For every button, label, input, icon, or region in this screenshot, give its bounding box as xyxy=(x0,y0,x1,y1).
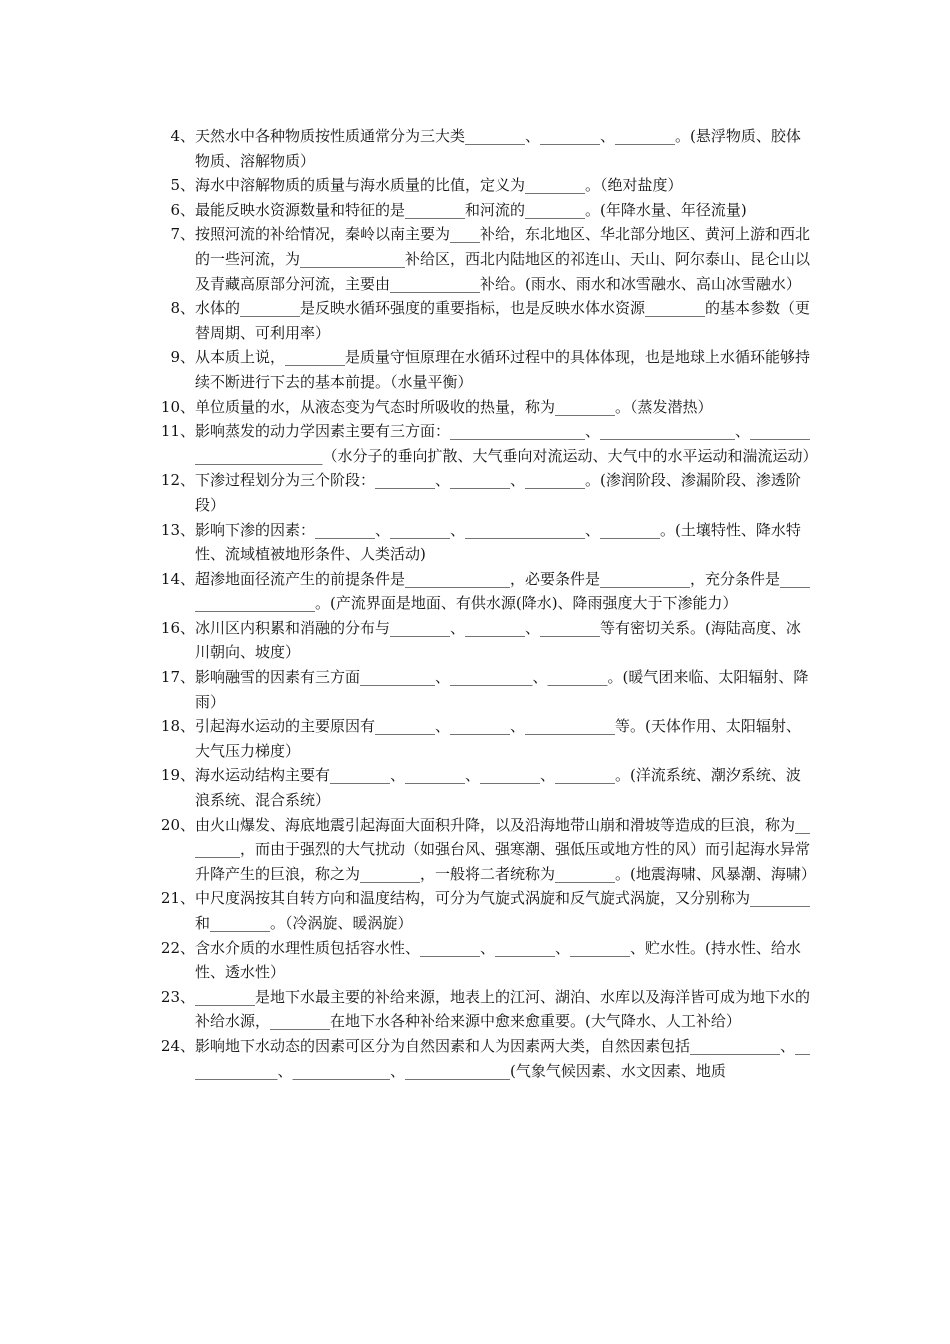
question-text: 中尺度涡按其自转方向和温度结构，可分为气旋式涡旋和反气旋式涡旋，又分别称为________和________。（冷涡旋、暖涡旋） xyxy=(195,889,811,932)
question-item-22 xyxy=(0,936,950,985)
question-text: 从本质上说，________是质量守恒原理在水循环过程中的具体体现，也是地球上水循环能够持续不断进行下去的基本前提。（水量平衡） xyxy=(195,348,811,391)
question-text: 海水中溶解物质的质量与海水质量的比值，定义为________。（绝对盐度） xyxy=(195,176,683,195)
question-text: 影响融雪的因素有三方面__________、___________、________。(暖气团来临、太阳辐射、降雨） xyxy=(195,668,809,711)
question-number: 10、 xyxy=(160,397,195,416)
question-item-11 xyxy=(0,419,950,468)
question-number: 8、 xyxy=(170,299,195,318)
question-text: 含水介质的水理性质包括容水性、________、________、________、贮水性。(持水性、给水性、透水性） xyxy=(195,938,801,982)
question-number: 17、 xyxy=(160,668,195,687)
question-number: 5、 xyxy=(170,176,195,195)
question-item-8 xyxy=(0,296,950,345)
question-item-10 xyxy=(0,395,950,420)
question-number: 22、 xyxy=(160,938,195,957)
question-item-13 xyxy=(0,518,950,567)
question-item-20 xyxy=(0,813,950,887)
question-item-18 xyxy=(0,714,950,763)
question-text: 影响地下水动态的因素可区分为自然因素和人为因素两大类，自然因素包括____________、_____________、_____________、______________(气象气候因素、水文因素、地质 xyxy=(195,1036,811,1080)
question-text: ________是地下水最主要的补给来源，地表上的江河、湖泊、水库以及海洋皆可成为地下水的补给水源，________在地下水各种补给来源中愈来愈重要。(大气降水、人工补给） xyxy=(195,987,811,1031)
question-number: 18、 xyxy=(160,717,195,736)
question-text: 影响蒸发的动力学因素主要有三方面：__________________、__________________、_________________________（水分子的垂向扩散、大气垂向对流运动、大气中的水平运动和湍流运动） xyxy=(195,422,818,465)
question-item-9 xyxy=(0,345,950,394)
question-number: 6、 xyxy=(170,200,195,219)
question-number: 16、 xyxy=(160,618,195,637)
question-text: 水体的________是反映水循环强度的重要指标，也是反映水体水资源________的基本参数（更替周期、可利用率） xyxy=(195,299,811,342)
question-number: 23、 xyxy=(160,987,195,1006)
question-number: 19、 xyxy=(160,766,195,785)
question-item-12 xyxy=(0,468,950,517)
question-item-4 xyxy=(0,124,950,173)
question-text: 引起海水运动的主要原因有________、________、____________等。(天体作用、太阳辐射、大气压力梯度） xyxy=(195,717,801,760)
question-text: 超渗地面径流产生的前提条件是______________，必要条件是____________，充分条件是____________________。(产流界面是地面、有供水源(降水)、降雨强度大于下渗能力） xyxy=(195,569,811,613)
question-number: 11、 xyxy=(160,422,195,441)
question-item-23 xyxy=(0,985,950,1034)
question-number: 13、 xyxy=(160,520,195,539)
question-text: 下渗过程划分为三个阶段：________、________、________。(渗润阶段、渗漏阶段、渗透阶段） xyxy=(195,471,801,514)
question-text: 冰川区内积累和消融的分布与________、________、________等有密切关系。(海陆高度、冰川朝向、坡度） xyxy=(195,618,801,662)
question-item-7 xyxy=(0,222,950,296)
question-item-17 xyxy=(0,665,950,714)
question-number: 7、 xyxy=(170,225,195,244)
question-number: 9、 xyxy=(170,348,195,367)
question-item-19 xyxy=(0,763,950,812)
question-number: 21、 xyxy=(160,889,195,908)
question-text: 按照河流的补给情况，秦岭以南主要为____补给，东北地区、华北部分地区、黄河上游和西北的一些河流，为______________补给区，西北内陆地区的祁连山、天山、阿尔泰山、昆仑山以及青藏高原部分河流，主要由____________补给。(雨水、雨水和冰雪融水、高山冰雪融水） xyxy=(195,225,811,293)
question-item-6 xyxy=(0,198,950,223)
question-list xyxy=(0,124,950,1083)
question-item-16 xyxy=(0,616,950,665)
question-number: 14、 xyxy=(160,569,195,588)
question-item-24 xyxy=(0,1034,950,1083)
question-number: 20、 xyxy=(160,815,195,834)
question-number: 12、 xyxy=(160,471,195,490)
question-item-14 xyxy=(0,567,950,616)
question-text: 天然水中各种物质按性质通常分为三大类________、________、________。(悬浮物质、胶体物质、溶解物质） xyxy=(195,127,801,170)
question-number: 4、 xyxy=(170,127,195,145)
question-text: 影响下渗的因素：________、________、________________、________。(土壤特性、降水特性、流域植被地形条件、人类活动) xyxy=(195,520,801,564)
question-number: 24、 xyxy=(160,1036,195,1055)
question-text: 单位质量的水，从液态变为气态时所吸收的热量，称为________。（蒸发潜热） xyxy=(195,397,713,416)
question-text: 海水运动结构主要有________、________、________、________。(洋流系统、潮汐系统、波浪系统、混合系统） xyxy=(195,766,801,810)
question-text: 由火山爆发、海底地震引起海面大面积升降，以及沿海地带山崩和滑坡等造成的巨浪，称为________，而由于强烈的大气扰动（如强台风、强寒潮、强低压或地方性的风）而引起海水异常升降产生的巨浪，称之为________，一般将二者统称为________。(地震海啸、风暴潮、海啸） xyxy=(195,815,816,883)
question-text: 最能反映水资源数量和特征的是________和河流的________。(年降水量、年径流量) xyxy=(195,200,747,219)
question-item-5 xyxy=(0,173,950,198)
question-item-21 xyxy=(0,886,950,935)
